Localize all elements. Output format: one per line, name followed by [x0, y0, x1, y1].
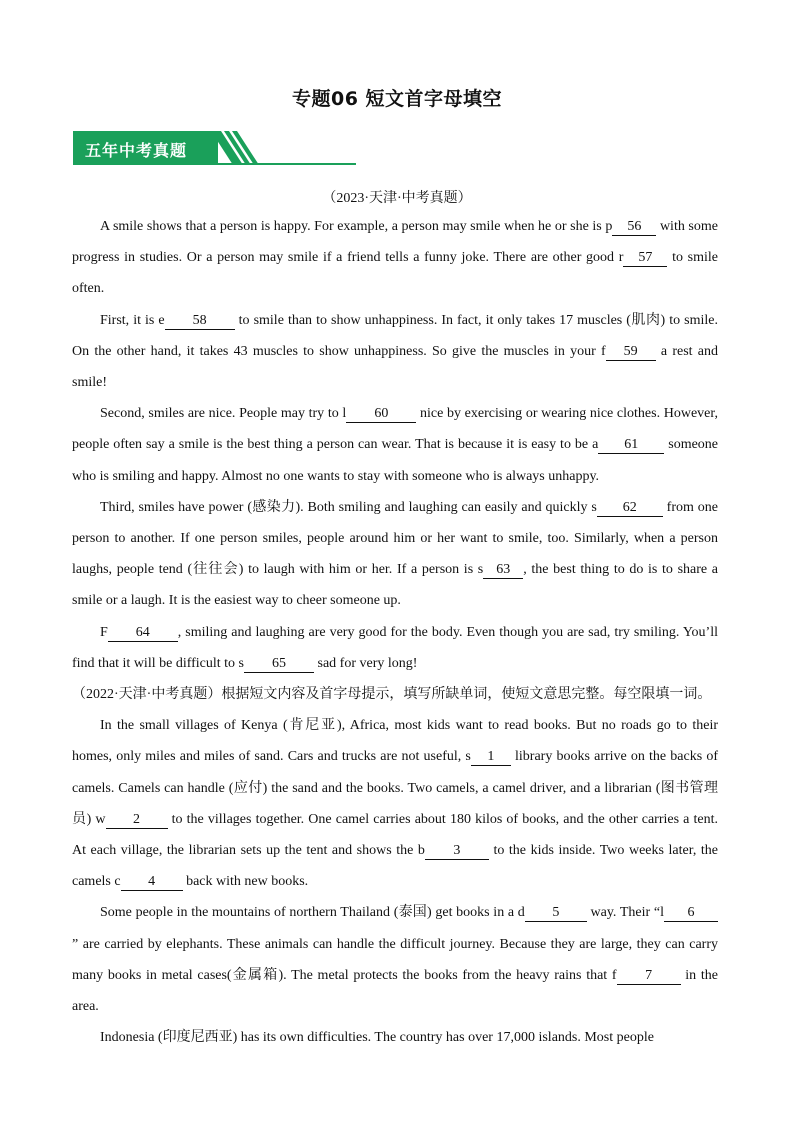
answer-blank: 61 [598, 436, 664, 454]
banner-underline [218, 163, 356, 165]
answer-blank: 4 [121, 873, 183, 891]
paragraph: Second, smiles are nice. People may try to l 60 nice by exercising or wearing nice clothes. However, people often say a smile is the best thing a person can wear. That is because it is easy to be a 61 someone who is smiling and happy. Almost no one wants to stay with someone who is always unhappy. [72, 406, 719, 484]
paragraph: Third, smiles have power (感染力). Both smiling and laughing can easily and quickly s 62 from one person to another. If one person smiles, people around him or her want to smile, too. Similarly, when a person laughs, people tend (往往会) to laugh with him or her. If a person is s 63 , the best thing to do is to share a smile or a laugh. It is the easiest way to cheer someone up. [72, 499, 718, 609]
paragraph: F 64 , smiling and laughing are very good for the body. Even though you are sad, try smiling. You’ll find that it will be difficult to s 65 sad for very long! [72, 624, 718, 671]
page-title: 专题06 短文首字母填空 [291, 88, 503, 110]
answer-blank: 3 [425, 842, 489, 860]
document-body [72, 211, 718, 1053]
answer-blank: 2 [106, 811, 168, 829]
answer-blank: 64 [108, 624, 178, 642]
section-banner [73, 131, 356, 165]
paragraph: Some people in the mountains of northern Thailand (泰国) get books in a d 5 way. Their “l 6” are carried by elephants. These animals can handle the difficult journey. Because they are large, they can carry many books in metal cases(金属箱). The metal protects the books from the heavy rains that f 7 in the area. [72, 905, 718, 1015]
answer-blank: 56 [612, 218, 656, 236]
answer-blank: 58 [165, 312, 235, 330]
answer-blank: 6 [664, 904, 718, 922]
answer-blank: 7 [617, 967, 681, 985]
answer-blank: 65 [244, 655, 314, 673]
passage1-source: （2023·天津·中考真题） [322, 191, 472, 206]
paragraph: First, it is e 58 to smile than to show unhappiness. In fact, it only takes 17 muscles (肌肉) to smile. On the other hand, it takes 43 muscles to show unhappiness. So give the muscles in your f 59 a rest and smile! [72, 312, 718, 391]
answer-blank: 59 [606, 343, 656, 361]
paragraph: In the small villages of Kenya (肯尼亚), Africa, most kids want to read books. But no roads go to their homes, only miles and miles of sand. Cars and trucks are not useful, s 1 library books arrive on the backs of camels. Camels can handle (应付) the sand and the books. Two camels, a camel driver, and a librarian (图书管理员) w 2 to the villages together. One camel carries about 180 kilos of books, and the other carries a tent. At each village, the librarian sets up the tent and shows the b 3 to the kids inside. Two weeks later, the camels c 4 back with new books. [72, 718, 718, 890]
paragraph: Indonesia (印度尼西亚) has its own difficulties. The country has over 17,000 islands. Most people [100, 1030, 654, 1046]
answer-blank: 1 [471, 748, 511, 766]
answer-blank: 62 [597, 499, 663, 517]
passage2-source: （2022·天津·中考真题）根据短文内容及首字母提示，填写所缺单词，使短文意思完整。每空限填一词。 [72, 687, 712, 703]
answer-blank: 57 [623, 249, 667, 267]
banner-stripes-icon [211, 131, 271, 165]
paragraph: A smile shows that a person is happy. For example, a person may smile when he or she is p 56 with some progress in studies. Or a person may smile if a friend tells a funny joke. There are other good r 57 to smile often. [72, 219, 718, 297]
answer-blank: 60 [346, 405, 416, 423]
answer-blank: 5 [525, 904, 587, 922]
answer-blank: 63 [483, 561, 523, 579]
banner-label: 五年中考真题 [85, 141, 188, 160]
